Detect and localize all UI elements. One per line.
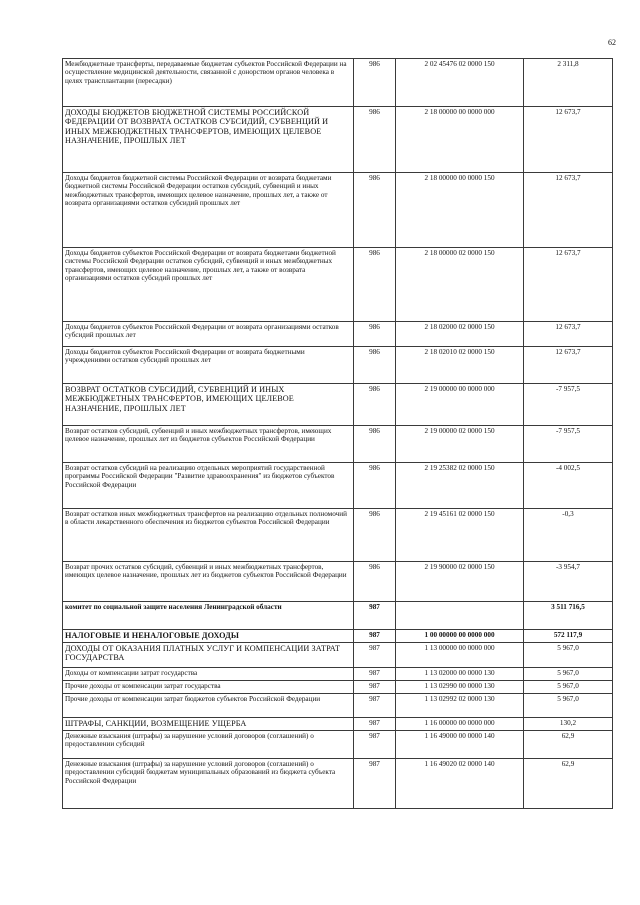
row-budget-code: 1 16 49020 02 0000 140 <box>396 759 524 809</box>
row-sum: 12 673,7 <box>524 347 613 384</box>
table-row <box>63 562 613 602</box>
row-sum: 2 311,8 <box>524 59 613 107</box>
row-sum: 5 967,0 <box>524 668 613 681</box>
row-budget-code: 1 13 00000 00 0000 000 <box>396 643 524 668</box>
row-admin-code: 987 <box>354 759 396 809</box>
row-budget-code: 2 19 00000 02 0000 150 <box>396 426 524 463</box>
row-admin-code: 986 <box>354 173 396 248</box>
row-name: Прочие доходы от компенсации затрат государства <box>63 681 354 694</box>
row-admin-code: 986 <box>354 562 396 602</box>
row-sum: 62,9 <box>524 759 613 809</box>
budget-revenue-table <box>62 58 613 809</box>
row-sum: 12 673,7 <box>524 322 613 347</box>
row-budget-code: 2 02 45476 02 0000 150 <box>396 59 524 107</box>
row-admin-code: 986 <box>354 248 396 322</box>
row-admin-code: 987 <box>354 681 396 694</box>
row-admin-code: 986 <box>354 509 396 562</box>
row-sum: -3 954,7 <box>524 562 613 602</box>
row-name: Возврат остатков субсидий, субвенций и иных межбюджетных трансфертов, имеющих целевое назначение, прошлых лет из бюджетов субъектов Российской Федерации <box>63 426 354 463</box>
table-row <box>63 759 613 809</box>
table-row <box>63 426 613 463</box>
row-admin-code: 987 <box>354 731 396 759</box>
row-name: Прочие доходы от компенсации затрат бюджетов субъектов Российской Федерации <box>63 694 354 718</box>
row-name: Доходы бюджетов субъектов Российской Федерации от возврата организациями остатков субсидий прошлых лет <box>63 322 354 347</box>
table-row <box>63 694 613 718</box>
table-row <box>63 463 613 509</box>
row-sum: 62,9 <box>524 731 613 759</box>
row-name: НАЛОГОВЫЕ И НЕНАЛОГОВЫЕ ДОХОДЫ <box>63 630 354 643</box>
table-row <box>63 107 613 173</box>
table-row <box>63 322 613 347</box>
row-admin-code: 986 <box>354 59 396 107</box>
row-sum: 12 673,7 <box>524 107 613 173</box>
row-budget-code: 1 16 00000 00 0000 000 <box>396 718 524 731</box>
row-budget-code: 1 13 02990 00 0000 130 <box>396 681 524 694</box>
row-budget-code: 2 18 00000 02 0000 150 <box>396 248 524 322</box>
row-name: Возврат прочих остатков субсидий, субвенций и иных межбюджетных трансфертов, имеющих целевое назначение, прошлых лет из бюджетов субъектов Российской Федерации <box>63 562 354 602</box>
row-admin-code: 987 <box>354 668 396 681</box>
row-admin-code: 987 <box>354 602 396 630</box>
row-budget-code: 2 18 02000 02 0000 150 <box>396 322 524 347</box>
row-budget-code: 2 18 00000 00 0000 150 <box>396 173 524 248</box>
row-name: Доходы бюджетов субъектов Российской Федерации от возврата бюджетами бюджетной системы Российской Федерации остатков субсидий, субвенций и иных межбюджетных трансфертов, имеющих целевое назначение, прошлых лет, а также от возврата организациями остатков субсидий прошлых лет <box>63 248 354 322</box>
row-sum: -7 957,5 <box>524 384 613 426</box>
row-budget-code: 2 19 00000 00 0000 000 <box>396 384 524 426</box>
row-sum: 572 117,9 <box>524 630 613 643</box>
row-name: комитет по социальной защите населения Ленинградской области <box>63 602 354 630</box>
row-name: ВОЗВРАТ ОСТАТКОВ СУБСИДИЙ, СУБВЕНЦИЙ И ИНЫХ МЕЖБЮДЖЕТНЫХ ТРАНСФЕРТОВ, ИМЕЮЩИХ ЦЕЛЕВОЕ НАЗНАЧЕНИЕ, ПРОШЛЫХ ЛЕТ <box>63 384 354 426</box>
row-budget-code: 2 19 45161 02 0000 150 <box>396 509 524 562</box>
row-name: Денежные взыскания (штрафы) за нарушение условий договоров (соглашений) о предоставлении субсидий бюджетам муниципальных образований из бюджета субъекта Российской Федерации <box>63 759 354 809</box>
table-row <box>63 509 613 562</box>
row-sum: 130,2 <box>524 718 613 731</box>
table-row <box>63 718 613 731</box>
table-row <box>63 248 613 322</box>
row-admin-code: 986 <box>354 107 396 173</box>
row-name: ДОХОДЫ ОТ ОКАЗАНИЯ ПЛАТНЫХ УСЛУГ И КОМПЕНСАЦИИ ЗАТРАТ ГОСУДАРСТВА <box>63 643 354 668</box>
row-sum: 5 967,0 <box>524 643 613 668</box>
page-number: 62 <box>608 38 616 47</box>
row-name: ШТРАФЫ, САНКЦИИ, ВОЗМЕЩЕНИЕ УЩЕРБА <box>63 718 354 731</box>
row-sum: 5 967,0 <box>524 681 613 694</box>
row-sum: -7 957,5 <box>524 426 613 463</box>
row-budget-code: 1 16 49000 00 0000 140 <box>396 731 524 759</box>
row-budget-code: 1 13 02000 00 0000 130 <box>396 668 524 681</box>
row-admin-code: 986 <box>354 463 396 509</box>
row-name: Межбюджетные трансферты, передаваемые бюджетам субъектов Российской Федерации на осуществление медицинской деятельности, связанной с донорством органов человека в целях трансплантации (пересадки) <box>63 59 354 107</box>
row-sum: 3 511 716,5 <box>524 602 613 630</box>
row-admin-code: 987 <box>354 718 396 731</box>
row-name: ДОХОДЫ БЮДЖЕТОВ БЮДЖЕТНОЙ СИСТЕМЫ РОССИЙСКОЙ ФЕДЕРАЦИИ ОТ ВОЗВРАТА ОСТАТКОВ СУБСИДИЙ, СУБВЕНЦИЙ И ИНЫХ МЕЖБЮДЖЕТНЫХ ТРАНСФЕРТОВ, ИМЕЮЩИХ ЦЕЛЕВОЕ НАЗНАЧЕНИЕ, ПРОШЛЫХ ЛЕТ <box>63 107 354 173</box>
row-budget-code: 1 13 02992 02 0000 130 <box>396 694 524 718</box>
row-admin-code: 987 <box>354 630 396 643</box>
table-row <box>63 681 613 694</box>
row-sum: -4 002,5 <box>524 463 613 509</box>
row-budget-code: 2 18 02010 02 0000 150 <box>396 347 524 384</box>
table-row <box>63 384 613 426</box>
table-row <box>63 602 613 630</box>
row-name: Доходы бюджетов субъектов Российской Федерации от возврата бюджетными учреждениями остатков субсидий прошлых лет <box>63 347 354 384</box>
row-budget-code: 2 18 00000 00 0000 000 <box>396 107 524 173</box>
table-row <box>63 59 613 107</box>
row-budget-code: 1 00 00000 00 0000 000 <box>396 630 524 643</box>
row-sum: -0,3 <box>524 509 613 562</box>
row-admin-code: 987 <box>354 694 396 718</box>
row-admin-code: 986 <box>354 322 396 347</box>
row-budget-code: 2 19 25382 02 0000 150 <box>396 463 524 509</box>
row-sum: 5 967,0 <box>524 694 613 718</box>
table-row <box>63 668 613 681</box>
row-sum: 12 673,7 <box>524 173 613 248</box>
table-row <box>63 347 613 384</box>
table-row <box>63 643 613 668</box>
row-budget-code: 2 19 90000 02 0000 150 <box>396 562 524 602</box>
table-row <box>63 630 613 643</box>
row-name: Доходы бюджетов бюджетной системы Российской Федерации от возврата бюджетами бюджетной системы Российской Федерации остатков субсидий, субвенций и иных межбюджетных трансфертов, имеющих целевое назначение, прошлых лет, а также от возврата организациями остатков субсидий прошлых лет <box>63 173 354 248</box>
row-admin-code: 986 <box>354 384 396 426</box>
row-admin-code: 987 <box>354 643 396 668</box>
row-admin-code: 986 <box>354 347 396 384</box>
row-name: Возврат остатков иных межбюджетных трансфертов на реализацию отдельных полномочий в области лекарственного обеспечения из бюджетов субъектов Российской Федерации <box>63 509 354 562</box>
row-budget-code <box>396 602 524 630</box>
row-name: Возврат остатков субсидий на реализацию отдельных мероприятий государственной программы Российской Федерации "Развитие здравоохранения" из бюджетов субъектов Российской Федерации <box>63 463 354 509</box>
table-row <box>63 731 613 759</box>
row-name: Денежные взыскания (штрафы) за нарушение условий договоров (соглашений) о предоставлении субсидий <box>63 731 354 759</box>
row-name: Доходы от компенсации затрат государства <box>63 668 354 681</box>
row-admin-code: 986 <box>354 426 396 463</box>
table-row <box>63 173 613 248</box>
row-sum: 12 673,7 <box>524 248 613 322</box>
